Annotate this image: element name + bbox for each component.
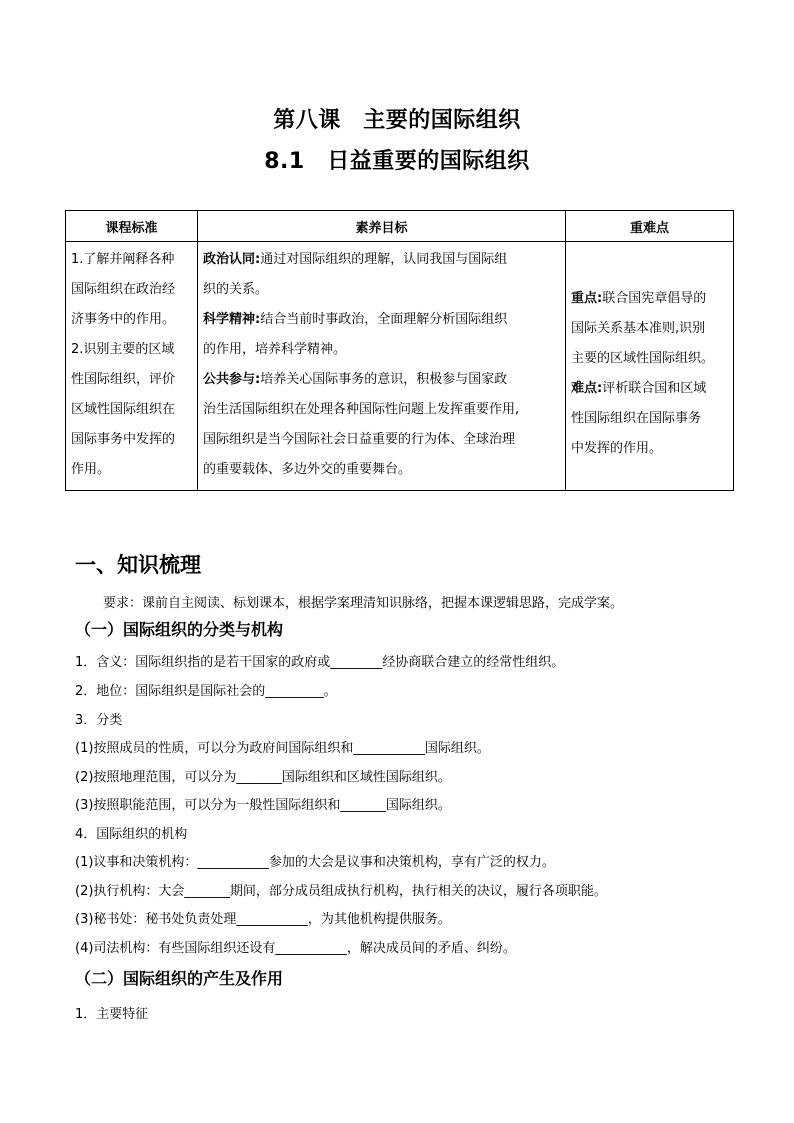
standards-line: 1.了解并阐释各种 — [71, 252, 175, 267]
part2-heading: （二）国际组织的产生及作用 — [75, 969, 284, 988]
exercise-line: (3)按照职能范围，可以分为一般性国际组织和_______国际组织。 — [75, 798, 451, 813]
difficult-point-text: 中发挥的作用。 — [571, 440, 663, 456]
exercise-line: 4．国际组织的机构 — [75, 827, 188, 842]
table-header-row — [66, 211, 734, 242]
standards-line: 国际事务中发挥的 — [71, 432, 176, 447]
goal-text: 培养关心国际事务的意识，积极参与国家政 — [260, 372, 508, 387]
goal-political — [203, 245, 561, 305]
difficult-point-text: 性国际组织在国际事务 — [571, 410, 702, 426]
goal-label: 政治认同: — [203, 252, 261, 267]
curriculum-table — [65, 210, 734, 491]
goal-label: 科学精神: — [203, 312, 261, 327]
key-point-text: 联合国宪章倡导的 — [602, 290, 707, 306]
standards-line: 2.识别主要的区域 — [71, 342, 175, 357]
goal-text: 的重要载体、多边外交的重要舞台。 — [203, 462, 412, 477]
standards-cell — [66, 242, 198, 491]
standards-line: 性国际组织，评价 — [71, 372, 176, 387]
section-title: 8.1 日益重要的国际组织 — [264, 149, 530, 174]
exercise-line: (1)按照成员的性质，可以分为政府间国际组织和___________国际组织。 — [75, 741, 490, 756]
goals-cell — [198, 242, 566, 491]
difficult-point-label: 难点: — [571, 380, 603, 396]
standards-line: 区域性国际组织在 — [71, 402, 176, 417]
goal-text: 治生活国际组织在处理各种国际性问题上发挥重要作用, — [203, 402, 520, 417]
exercise-line: (2)执行机构：大会_______期间，部分成员组成执行机构，执行相关的决议，履行各项职能。 — [75, 884, 607, 899]
standards-line: 济事务中的作用。 — [71, 312, 176, 327]
standards-line: 作用。 — [71, 462, 111, 477]
exercise-line: 1．含义：国际组织指的是若干国家的政府或________经协商联合建立的经常性组织。 — [75, 655, 565, 670]
goal-label: 公共参与: — [203, 372, 261, 387]
exercise-line: (2)按照地理范围，可以分为_______国际组织和区域性国际组织。 — [75, 770, 451, 785]
exercise-line: (3)秘书处：秘书处负责处理___________，为其他机构提供服务。 — [75, 912, 451, 927]
knowledge-heading: 一、知识梳理 — [75, 553, 201, 577]
goal-text: 国际组织是当今国际社会日益重要的行为体、全球治理 — [203, 432, 516, 447]
header-goals: 素养目标 — [198, 211, 566, 242]
part1-heading: （一）国际组织的分类与机构 — [75, 620, 284, 639]
requirement-text: 要求：课前自主阅读、标划课本，根据学案理清知识脉络，把握本课逻辑思路，完成学案。 — [103, 596, 624, 611]
table-row — [66, 242, 734, 491]
goal-text: 通过对国际组织的理解，认同我国与国际组 — [260, 252, 508, 267]
key-point-text: 主要的区域性国际组织。 — [571, 350, 715, 366]
goal-science — [203, 305, 561, 365]
exercise-line: (1)议事和决策机构：___________参加的大会是议事和决策机构，享有广泛的权力。 — [75, 855, 555, 870]
key-point-label: 重点: — [571, 290, 603, 306]
exercise-line: (4)司法机构：有些国际组织还设有___________，解决成员间的矛盾、纠纷。 — [75, 941, 516, 956]
goal-text: 的作用，培养科学精神。 — [203, 342, 347, 357]
exercise-line: 2．地位：国际组织是国际社会的_________。 — [75, 684, 337, 699]
lesson-title: 第八课 主要的国际组织 — [273, 108, 521, 133]
exercise-line: 3．分类 — [75, 713, 123, 728]
focus-cell — [566, 242, 734, 491]
key-point-text: 国际关系基本准则,识别 — [571, 320, 706, 336]
header-focus: 重难点 — [566, 211, 734, 242]
standards-line: 国际组织在政治经 — [71, 282, 176, 297]
header-standards: 课程标准 — [66, 211, 198, 242]
goal-public — [203, 365, 561, 485]
exercise-line: 1．主要特征 — [75, 1007, 149, 1022]
difficult-point-text: 评析联合国和区域 — [602, 380, 707, 396]
goal-text: 结合当前时事政治，全面理解分析国际组织 — [260, 312, 508, 327]
goal-text: 织的关系。 — [203, 282, 269, 297]
